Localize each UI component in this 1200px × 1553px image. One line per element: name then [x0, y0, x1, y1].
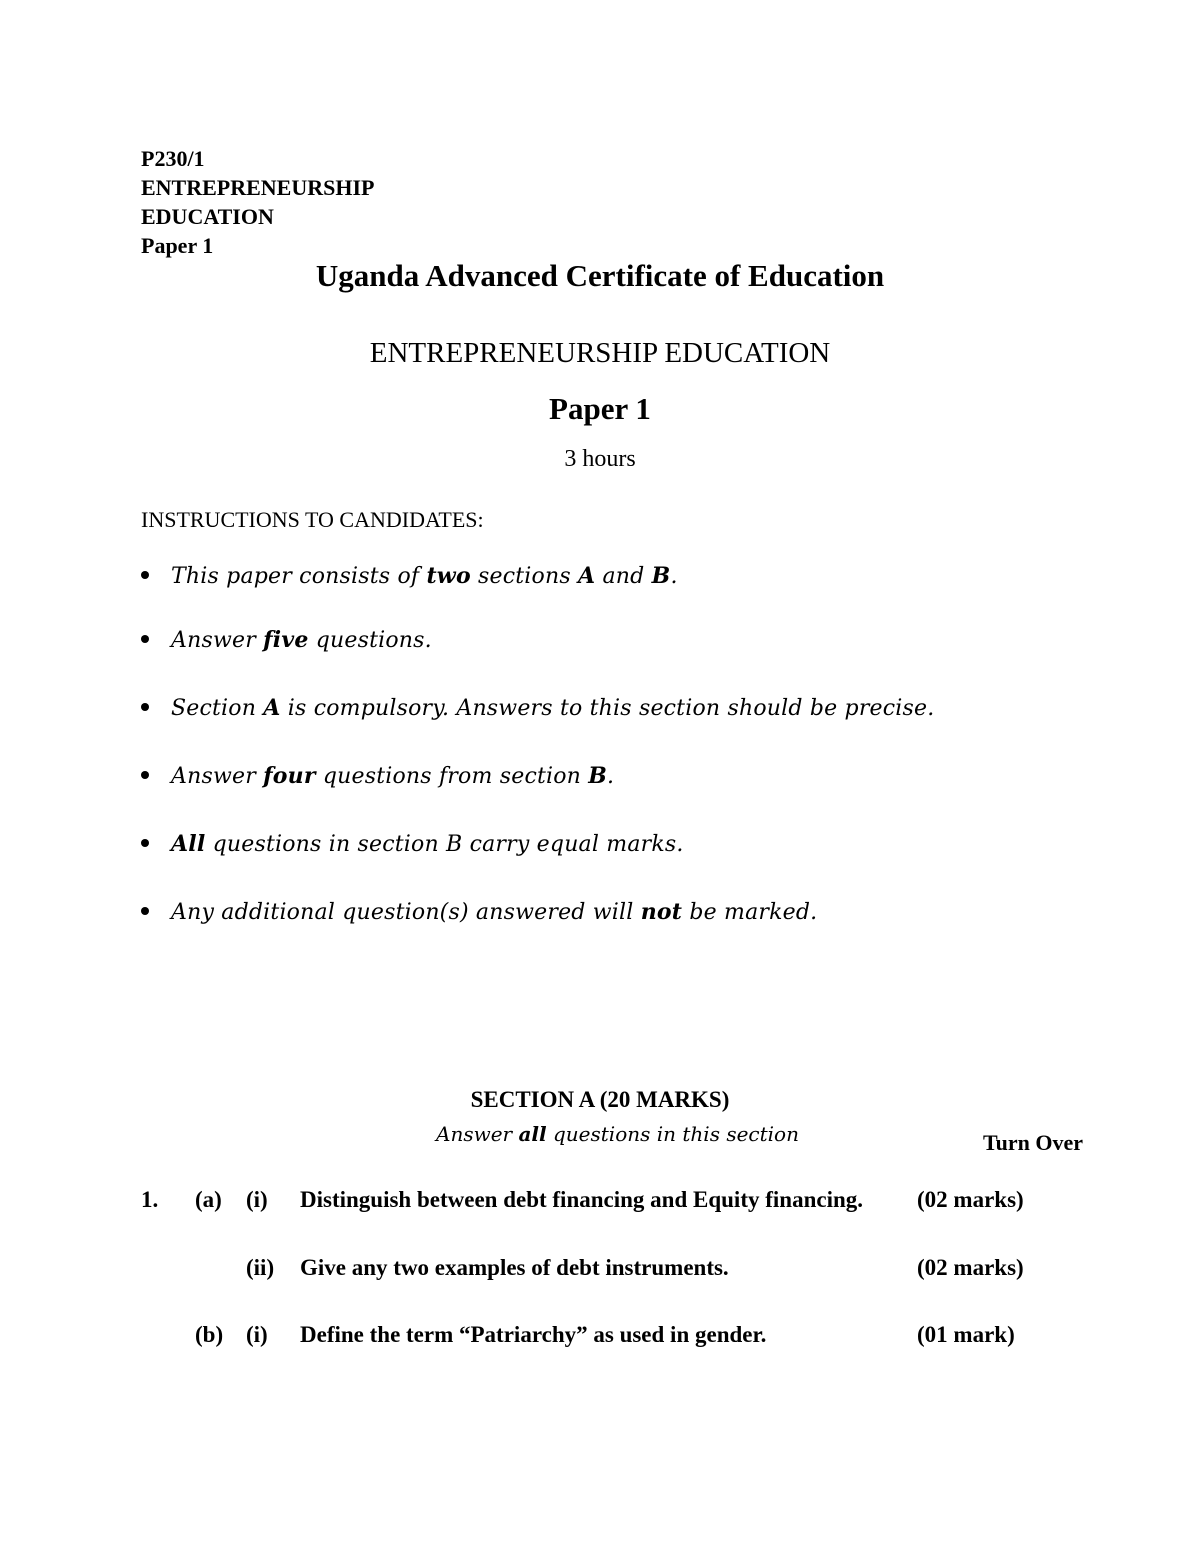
instruction-item — [141, 563, 678, 589]
instruction-text: and — [595, 564, 652, 589]
header-subject-line-1: ENTREPRENEURSHIP — [141, 175, 375, 200]
instruction-emphasis: B — [588, 763, 608, 789]
bullet-icon — [141, 907, 149, 915]
instruction-emphasis: two — [426, 563, 471, 589]
bullet-icon — [141, 839, 149, 847]
instruction-text: Answer — [171, 764, 264, 789]
section-a-subheading — [436, 1122, 799, 1146]
instruction-text: questions in section B carry equal marks. — [205, 832, 684, 857]
instruction-text: Section — [171, 696, 264, 721]
duration: 3 hours — [564, 446, 636, 472]
question-text: Distinguish between debt financing and Equity financing. — [300, 1187, 863, 1212]
instruction-text: Answer — [171, 628, 264, 653]
instruction-emphasis: All — [171, 831, 206, 857]
instruction-text: is compulsory. Answers to this section should be precise. — [280, 696, 935, 721]
instruction-emphasis: A — [263, 695, 281, 721]
instruction-text: questions from section — [315, 764, 589, 789]
subject-title: ENTREPRENEURSHIP EDUCATION — [369, 337, 831, 369]
section-a-sub-bold: all — [518, 1122, 547, 1146]
instruction-text: sections — [470, 564, 579, 589]
section-a-sub-post: questions in this section — [546, 1122, 799, 1146]
question-marks: (02 marks) — [917, 1255, 1024, 1280]
bullet-icon — [141, 703, 149, 711]
bullet-icon — [141, 571, 149, 579]
instruction-item — [141, 831, 684, 857]
instructions-heading: INSTRUCTIONS TO CANDIDATES: — [141, 507, 484, 532]
instruction-emphasis: not — [640, 899, 683, 925]
instruction-emphasis: A — [578, 563, 596, 589]
instruction-item — [141, 763, 614, 789]
question-text: Give any two examples of debt instruments. — [300, 1255, 729, 1280]
header-paper: Paper 1 — [141, 233, 214, 258]
question-subpart: (ii) — [246, 1255, 275, 1280]
instruction-item — [141, 627, 432, 653]
paper-code: P230/1 — [141, 146, 205, 171]
question-marks: (02 marks) — [917, 1187, 1024, 1212]
instruction-text: This paper consists of — [171, 564, 427, 589]
instruction-item — [141, 899, 817, 925]
exam-title: Uganda Advanced Certificate of Education — [315, 258, 885, 293]
question-subpart: (i) — [246, 1322, 268, 1347]
instruction-text: questions. — [308, 628, 432, 653]
paper-title: Paper 1 — [549, 391, 651, 426]
question-part: (b) — [195, 1322, 224, 1347]
bullet-icon — [141, 771, 149, 779]
turn-over-note: Turn Over — [983, 1130, 1084, 1155]
instruction-text: be marked. — [682, 900, 818, 925]
instruction-text: Any additional question(s) answered will — [171, 900, 641, 925]
question-marks: (01 mark) — [917, 1322, 1015, 1347]
instruction-item — [141, 695, 934, 721]
bullet-icon — [141, 635, 149, 643]
instruction-text: . — [670, 564, 678, 589]
instruction-emphasis: B — [651, 563, 671, 589]
instruction-emphasis: five — [263, 627, 309, 653]
section-a-heading: SECTION A (20 MARKS) — [470, 1087, 730, 1112]
instruction-emphasis: four — [263, 763, 316, 789]
section-a-sub-pre: Answer — [436, 1122, 519, 1146]
instruction-text: . — [607, 764, 615, 789]
header-subject-line-2: EDUCATION — [141, 204, 274, 229]
question-text: Define the term “Patriarchy” as used in gender. — [300, 1322, 767, 1347]
question-subpart: (i) — [246, 1187, 268, 1212]
question-part: (a) — [195, 1187, 222, 1212]
question-number: 1. — [141, 1187, 159, 1212]
